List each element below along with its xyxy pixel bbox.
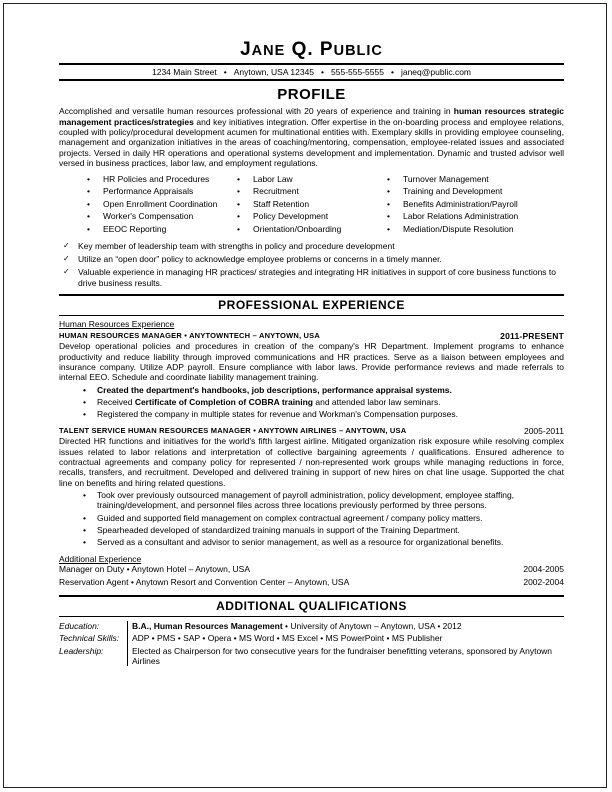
leadership-label: Leadership:	[59, 645, 104, 656]
education-label: Education:	[59, 620, 100, 631]
education-value: B.A., Human Resources Management • University of Anytown – Anytown, USA • 2012	[132, 620, 462, 631]
job-2-header	[59, 426, 564, 436]
skills-column-2	[237, 174, 387, 237]
job-bullet: • Took over previously outsourced management of payroll administration, policy development, employee staffing, training/development, and personnel files across three locations previously performed by three persons.	[83, 490, 564, 511]
skill-item: • Benefits Administration/Payroll	[387, 199, 557, 212]
job-2-title: TALENT SERVICE HUMAN RESOURCES MANAGER	[59, 425, 251, 435]
skill-item: • Worker's Compensation	[87, 211, 237, 224]
technical-skills-value: ADP • PMS • SAP • Opera • MS Word • MS Excel • MS PowerPoint • MS Publisher	[132, 633, 443, 644]
job-bullet: • Served as a consultant and advisor to senior management, as well as a resource for organizational benefits.	[83, 537, 564, 547]
checkmark-icon: ✓	[63, 267, 70, 277]
skill-item: • Turnover Management	[387, 174, 557, 187]
skill-item: • Policy Development	[237, 211, 387, 224]
skill-item: • Performance Appraisals	[87, 186, 237, 199]
resume-content	[59, 38, 564, 666]
skills-column-3	[387, 174, 557, 237]
contact-line: 1234 Main Street • Anytown, USA 12345 • 555-555-5555 • janeq@public.com	[151, 67, 472, 77]
qualifications-table	[59, 621, 564, 667]
skill-item: • Labor Law	[237, 174, 387, 187]
address: 1234 Main Street	[151, 67, 217, 77]
additional-experience-subheading: Additional Experience	[59, 553, 142, 564]
job-2-company: • ANYTOWN AIRLINES – ANYTOWN, USA	[253, 425, 407, 435]
profile-highlights	[63, 241, 564, 287]
job-bullet: • Received Certificate of Completion of COBRA training and attended labor law seminars.	[83, 397, 564, 407]
leadership-value: Elected as Chairperson for two consecutive years for the fundraiser benefitting veterans, sponsored by Anytown Airlines	[132, 645, 553, 667]
job-bullet: • Registered the company in multiple states for revenue and Workman's Compensation purposes.	[83, 409, 564, 419]
skill-item: • Training and Development	[387, 186, 557, 199]
skills-column-1	[87, 174, 237, 237]
qualifications-section-header	[59, 595, 564, 617]
experience-heading: PROFESSIONAL EXPERIENCE	[218, 297, 405, 312]
skill-item: • Orientation/Onboarding	[237, 224, 387, 237]
skills-grid	[87, 174, 564, 237]
qualifications-heading: ADDITIONAL QUALIFICATIONS	[216, 599, 407, 614]
job-bullet: • Spearheaded developed of standardized training manuals in support of the Training Department.	[83, 525, 564, 535]
additional-experience-row: Reservation Agent • Anytown Resort and Convention Center – Anytown, USA 2002-2004	[59, 576, 564, 587]
job-1-company: • ANYTOWNTECH – ANYTOWN, USA	[184, 330, 320, 340]
resume-page	[3, 3, 607, 788]
skill-item: • Staff Retention	[237, 199, 387, 212]
checkmark-icon: ✓	[63, 241, 70, 251]
additional-experience-row: Manager on Duty • Anytown Hotel – Anytown, USA 2004-2005	[59, 564, 564, 575]
header-rule-bottom	[59, 79, 564, 81]
skill-item: • Mediation/Dispute Resolution	[387, 224, 557, 237]
job-1-title: HUMAN RESOURCES MANAGER	[59, 330, 182, 340]
checkmark-icon: ✓	[63, 254, 70, 264]
highlight-item: ✓ Utilize an “open door” policy to acknowledge employee problems or concerns in a timely manner.	[63, 254, 442, 265]
experience-section-header	[59, 294, 564, 316]
skill-item: • HR Policies and Procedures	[87, 174, 237, 187]
skill-item: • Labor Relations Administration	[387, 211, 557, 224]
skill-item: • Open Enrollment Coordination	[87, 199, 237, 212]
city: Anytown, USA 12345	[233, 67, 315, 77]
skill-item: • EEOC Reporting	[87, 224, 237, 237]
job-2-description: Directed HR functions and initiatives for the world's fifth largest airline. Mitigated organization risk exposure while resolving complex issues related to labor relations and interpretation of collective bargaining agreements / qualifications. Ensured adherence to contractual agreements and company policy for represented / non-represented work groups while managing reductions in force, recalls, transfers, and recruitment. Developed and delivered training in support of new hires on chat line usage. Supported the chat line on benefits and hiring related questions.	[59, 436, 564, 488]
job-2-dates: 2005-2011	[523, 425, 564, 436]
job-1-bullets	[83, 385, 564, 420]
profile-heading: PROFILE	[277, 86, 346, 104]
highlight-item: ✓ Key member of leadership team with strengths in policy and procedure development	[63, 241, 395, 252]
job-2-bullets	[83, 490, 564, 548]
profile-summary: Accomplished and versatile human resources professional with 20 years of experience and training in human resources strategic management practices/strategies and key initiatives integration. Offer expertise in the on-boarding process and employee relations, coupled with policy/procedural development acumen for multinational entities with. Exemplary skills in providing employee counseling, management and organization initiatives in the areas of coaching/mentoring, compensation, employee-related issues and associated projects. Versed in daily HR operations and operational systems development and implementation. Dynamic and trusted advisor well versed in business practices, labor law, and employment regulations.	[59, 106, 565, 169]
job-1-description: Develop operational policies and procedures in creation of the company's HR Department. Implement programs to enhance productivity and reduce liability through improved communications and HR practices. Serve as a liaison between employees and insurance company. Utilize ADP payroll. Ensure compliance with labor laws. Provide performance reviews and made referrals to internal EEO. Schedule and coordinate liability management training.	[59, 341, 564, 383]
email: janeq@public.com	[400, 67, 472, 77]
job-1-dates: 2011-PRESENT	[500, 330, 564, 341]
job-1-header	[59, 331, 564, 341]
job-bullet: • Created the department's handbooks, job descriptions, performance appraisal systems.	[83, 385, 564, 395]
hr-experience-subheading: Human Resources Experience	[59, 318, 175, 329]
job-bullet: • Guided and supported field management on complex contractual agreement / company policy matters.	[83, 513, 564, 523]
phone: 555-555-5555	[331, 67, 384, 77]
skill-item: • Recruitment	[237, 186, 387, 199]
technical-skills-label: Technical Skills:	[59, 633, 120, 644]
highlight-item: ✓ Valuable experience in managing HR practices/ strategies and integrating HR initiatives in support of core business functions to drive business results.	[63, 267, 556, 288]
candidate-name: JANE Q. PUBLIC	[240, 39, 383, 60]
